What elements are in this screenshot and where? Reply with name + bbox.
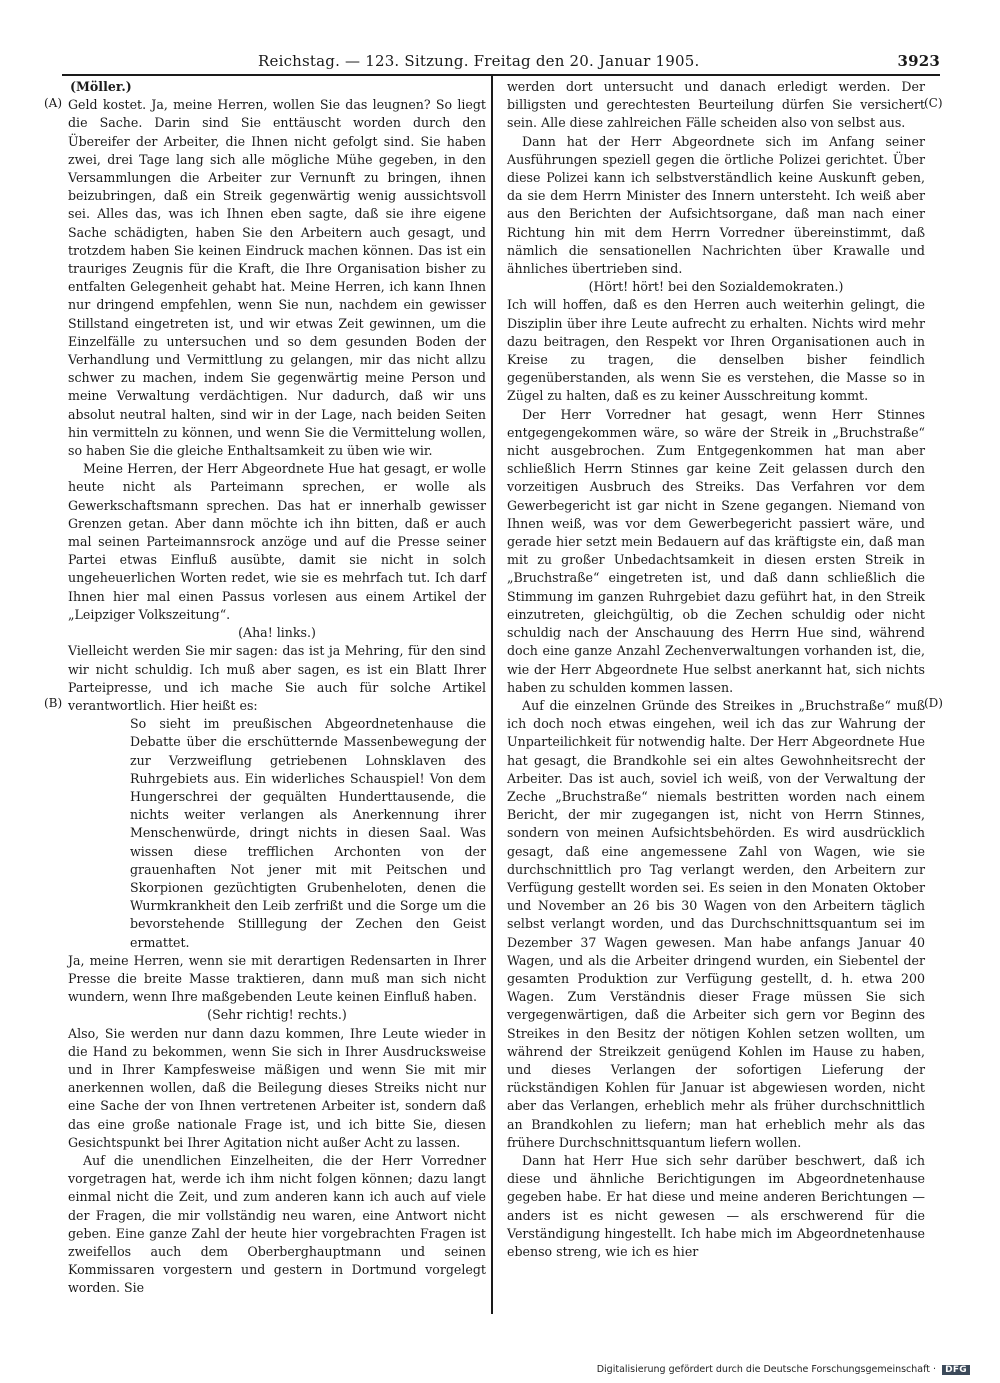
- block-quote: So sieht im preußischen Abgeordnetenhause die Debatte über die erschütternde Massenbewegung der zur Verzweiflung getriebenen Lohnsklaven des Ruhrgebiets aus. Ein widerliches Schauspiel! Von dem Hungerschrei der gequälten Hunderttausende, die nichts weiter verlangen als Anerkennung ihrer Menschenwürde, dringt nichts in diesen Saal. Was wissen diese trefflichen Archonten von der grauenhaften Not jener mit mit Peitschen und Skorpionen gezüchtigten Grubenheloten, denen die Wurmkrankheit den Leib zerfrißt und die Sorge um die bevorstehende Stilllegung der Zechen den Geist ermattet.: [130, 716, 486, 950]
- running-head: Reichstag. — 123. Sitzung. Freitag den 20. Januar 1905.: [258, 52, 700, 70]
- margin-marker-b: (B): [44, 696, 63, 710]
- paragraph: Ja, meine Herren, wenn sie mit derartigen Redensarten in Ihrer Presse die breite Masse traktieren, dann muß man sich nicht wundern, wenn Ihre maßgebenden Leute keinen Einfluß haben.: [68, 952, 486, 1005]
- paragraph: Der Herr Vorredner hat gesagt, wenn Herr Stinnes entgegengekommen wäre, so wäre der Streik in „Bruchstraße“ nicht ausgebrochen. Zum Entgegenkommen hat man aber schließlich Herrn Stinnes gar keine Zeit gelassen durch den vorzeitigen Ausbruch des Streiks. Das Verfahren vor dem Gewerbegericht ist gar nicht in Szene gegangen. Niemand von Ihnen weiß, was vor dem Gewerbegericht passiert wäre, und gerade hier setzt mein Bedauern auf das kräftigste ein, daß man mit zu großer Unbedachtsamkeit in diesen ersten Streik in „Bruchstraße“ eingetreten ist, und daß dann schließlich die Stimmung im ganzen Ruhrgebiet dazu geführt hat, in den Streik einzutreten, gleichgültig, ob die Zechen schuldig oder nicht schuldig nach der Anschauung des Herrn Hue sind, während doch eine ganze Anzahl Zechenverwaltungen vorhanden ist, die, wie der Herr Abgeordnete Hue selbst anerkannt hat, sich nichts haben zu schulden kommen lassen.: [507, 406, 925, 695]
- page-header: [62, 52, 940, 72]
- paragraph: Vielleicht werden Sie mir sagen: das ist ja Mehring, für den sind wir nicht schuldig. Ich muß aber sagen, es ist ein Blatt Ihrer Parteipresse, und ich mache Sie auch für solche Artikel verantwortlich. Hier heißt es:: [68, 643, 486, 713]
- paragraph: Also, Sie werden nur dann dazu kommen, Ihre Leute wieder in die Hand zu bekommen, wenn Sie sich in Ihrer Ausdrucksweise und in Ihrer Kampfesweise mäßigen und wenn Sie mit mir anerkennen wollen, daß die Beilegung dieses Streiks nicht nur eine Sache der von Ihnen vertretenen Arbeiter ist, sondern daß das eine große nationale Frage ist, und ich bitte Sie, diesen Gesichtspunkt bei Ihrer Agitation nicht außer Acht zu lassen.: [68, 1025, 486, 1150]
- paragraph: Ich will hoffen, daß es den Herren auch weiterhin gelingt, die Disziplin über ihre Leute aufrecht zu erhalten. Nichts wird mehr dazu beitragen, den Respekt vor Ihren Organisationen auch in Kreise zu tragen, die denselben bisher feindlich gegenüberstanden, als wenn Sie es verstehen, die Masse so in Zügel zu halten, daß es zu keiner Ausschreitung kommt.: [507, 297, 925, 404]
- column-divider: [491, 76, 493, 1314]
- page-number: 3923: [897, 52, 940, 70]
- paragraph: Meine Herren, der Herr Abgeordnete Hue hat gesagt, er wolle heute nicht als Parteimann sprechen, er wolle als Gewerkschaftsmann sprechen. Das hat er innerhalb gewisser Grenzen getan. Aber dann möchte ich ihn bitten, daß er auch mal seinen Parteimannsrock anzöge und auf die Presse seiner Partei etwas Einfluß ausübte, damit sie nicht in solch ungeheuerlichen Worten redet, wie sie es mehrfach tut. Ich darf Ihnen hier mal einen Passus vorlesen aus einem Artikel der „Leipziger Volkszeitung“.: [68, 461, 486, 622]
- paragraph: Auf die einzelnen Gründe des Streikes in „Bruchstraße“ muß ich doch noch etwas eingehen, weil ich das zur Wahrung der Unparteilichkeit für notwendig halte. Der Herr Abgeordnete Hue hat gesagt, die Brandkohle sei ein altes Gewohnheitsrecht der Arbeiter. Das ist auch, soviel ich weiß, von der Verwaltung der Zeche „Bruchstraße“ niemals bestritten worden nach einem Bericht, der mir zugegangen ist, nicht von Herrn Stinnes, sondern von meinen Aufsichtsbehörden. Es wird ausdrücklich gesagt, daß eine angemessene Zahl von Wagen, wie sie durchschnittlich pro Tag verlangt werden, den Arbeitern zur Verfügung gestellt worden sei. Es seien in den Monaten Oktober und November an 26 bis 30 Wagen von den Arbeitern täglich selbst verlangt worden, und das Durchschnittsquantum sei im Dezember 37 Wagen gewesen. Man habe anfangs Januar 40 Wagen, und als die Arbeiter dringend wurden, ein Siebentel der gesamten Produktion zur Verfügung gestellt, d. h. etwa 200 Wagen. Zum Verständnis dieser Frage müssen Sie sich vergegenwärtigen, daß die Arbeiter sich gern vor Beginn des Streikes in den Besitz der nötigen Kohlen setzen wollten, um während der Streikzeit genügend Kohlen im Hause zu haben, und dieses Verlangen der sofortigen Lieferung der rückständigen Kohlen für Januar ist abgewiesen worden, nicht aber das Verlangen, erheblich mehr als früher durchschnittlich an Brandkohlen zu liefern; man hat erheblich mehr als das frühere Durchschnittsquantum liefern wollen.: [507, 697, 925, 1150]
- interjection: (Sehr richtig! rechts.): [207, 1007, 347, 1023]
- paragraph: werden dort untersucht und danach erledigt werden. Der billigsten und gerechtesten Beurteilung dürfen Sie versichert sein. Alle diese zahlreichen Fälle scheiden also von selbst aus.: [507, 79, 925, 131]
- margin-marker-a: (A): [44, 96, 63, 110]
- dfg-logo: DFG: [942, 1365, 970, 1375]
- left-column: [68, 78, 486, 1298]
- margin-marker-c: (C): [924, 96, 943, 110]
- header-rule: [62, 74, 940, 76]
- margin-marker-d: (D): [924, 696, 943, 710]
- right-column: [507, 78, 925, 1261]
- paragraph: Dann hat der Herr Abgeordnete sich im Anfang seiner Ausführungen speziell gegen die örtliche Polizei gerichtet. Über diese Polizei kann ich selbstverständlich keine Auskunft geben, da sie dem Herrn Minister des Innern untersteht. Ich weiß aber aus den Berichten der Aufsichtsorgane, daß man nach einer Richtung hin mit dem Herrn Vorredner übereinstimmt, daß nämlich die sensationellen Nachrichten über Krawalle und ähnliches übertrieben sind.: [507, 133, 925, 277]
- interjection: (Aha! links.): [238, 625, 316, 641]
- digitization-credit: [597, 1364, 970, 1375]
- paragraph: Auf die unendlichen Einzelheiten, die der Herr Vorredner vorgetragen hat, werde ich ihm nicht folgen können; dazu langt einmal nicht die Zeit, und zum anderen kann ich auch auf viele der Fragen, die mir vollständig neu waren, eine Antwort nicht geben. Eine ganze Zahl der heute hier vorgebrachten Fragen ist zweifellos auch dem Oberberghauptmann und seinen Kommissaren vorgestern und gestern in Dortmund vorgelegt worden. Sie: [68, 1152, 486, 1296]
- credit-text: Digitalisierung gefördert durch die Deutsche Forschungsgemeinschaft ·: [596, 1364, 937, 1375]
- speaker-name: (Möller.): [70, 79, 132, 94]
- interjection: (Hört! hört! bei den Sozialdemokraten.): [588, 279, 844, 295]
- paragraph: Dann hat Herr Hue sich sehr darüber beschwert, daß ich diese und ähnliche Berichtigungen im Abgeordnetenhause gegeben habe. Er hat diese und meine anderen Berichtungen — anders ist es nicht gewesen — als erschwerend für die Verständigung hingestellt. Ich habe mich im Abgeordnetenhause ebenso streng, wie ich es hier: [507, 1152, 925, 1259]
- paragraph: Geld kostet. Ja, meine Herren, wollen Sie das leugnen? So liegt die Sache. Darin sind Sie enttäuscht worden durch den Übereifer der Arbeiter, die Ihnen nicht gefolgt sind. Sie haben zwei, drei Tage lang sich alle mögliche Mühe gegeben, in den Versammlungen die Arbeiter zur Vernunft zu bringen, ihnen beizubringen, daß ein Streik gegenwärtig wenig aussichtsvoll sei. Alles das, was ich Ihnen eben sagte, daß sie ihre eigene Sache schädigten, haben Sie den Arbeitern auch gesagt, und trotzdem haben Sie keinen Eindruck machen können. Das ist ein trauriges Zeugnis für die Kraft, die Ihre Organisation bisher zu entfalten Gelegenheit gehabt hat. Meine Herren, ich kann Ihnen nur dringend empfehlen, wenn Sie nun, nachdem ein gewisser Stillstand eingetreten ist, und wir etwas Zeit gewinnen, um die Einzelfälle zu untersuchen und so dem gesunden Boden der Verhandlung und Vermittlung zu gelangen, mir das nicht allzu schwer zu machen, indem Sie gegenwärtig meine Person und meine Verwaltung verdächtigen. Nur dadurch, daß wir uns absolut neutral halten, sind wir in der Lage, nach beiden Seiten hin vermitteln zu können, und wenn Sie die Vermittelung wollen, so haben Sie die gleiche Enthaltsamkeit zu üben wie wir.: [68, 97, 486, 459]
